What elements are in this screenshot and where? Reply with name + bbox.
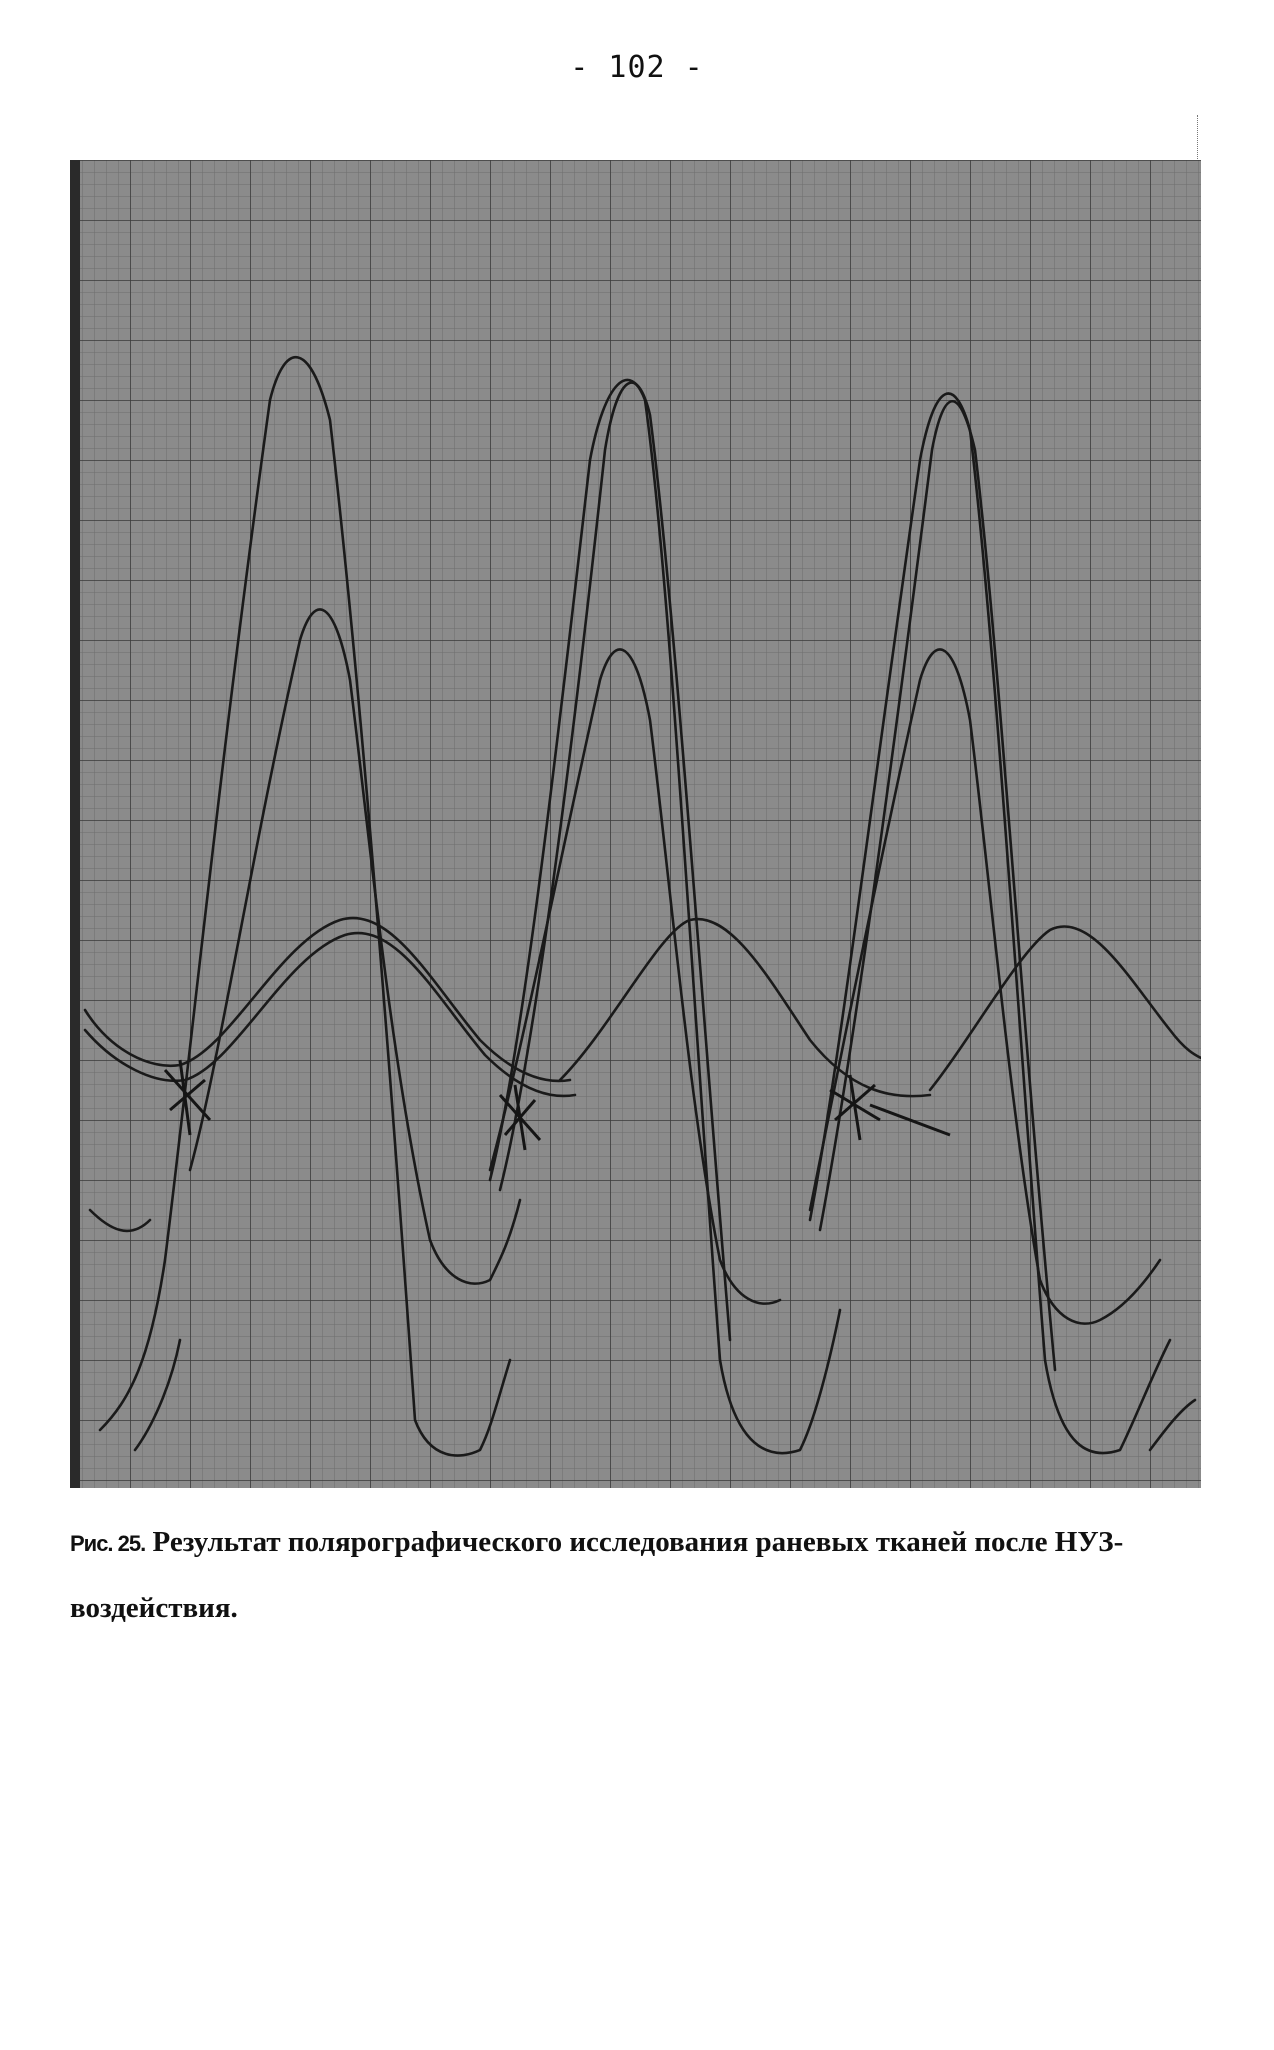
caption-label: Рис. 25. [70,1531,146,1556]
polarogram-figure [70,160,1201,1488]
polarogram-chart [70,160,1201,1488]
page-number: - 102 - [570,50,704,85]
chart-grid [70,160,1201,1488]
figure-caption [70,1510,1201,1640]
margin-mark [1197,115,1198,165]
chart-left-edge [70,160,80,1488]
caption-text: Результат полярографического исследования раневых тканей после НУЗ-воздействия. [70,1526,1124,1624]
